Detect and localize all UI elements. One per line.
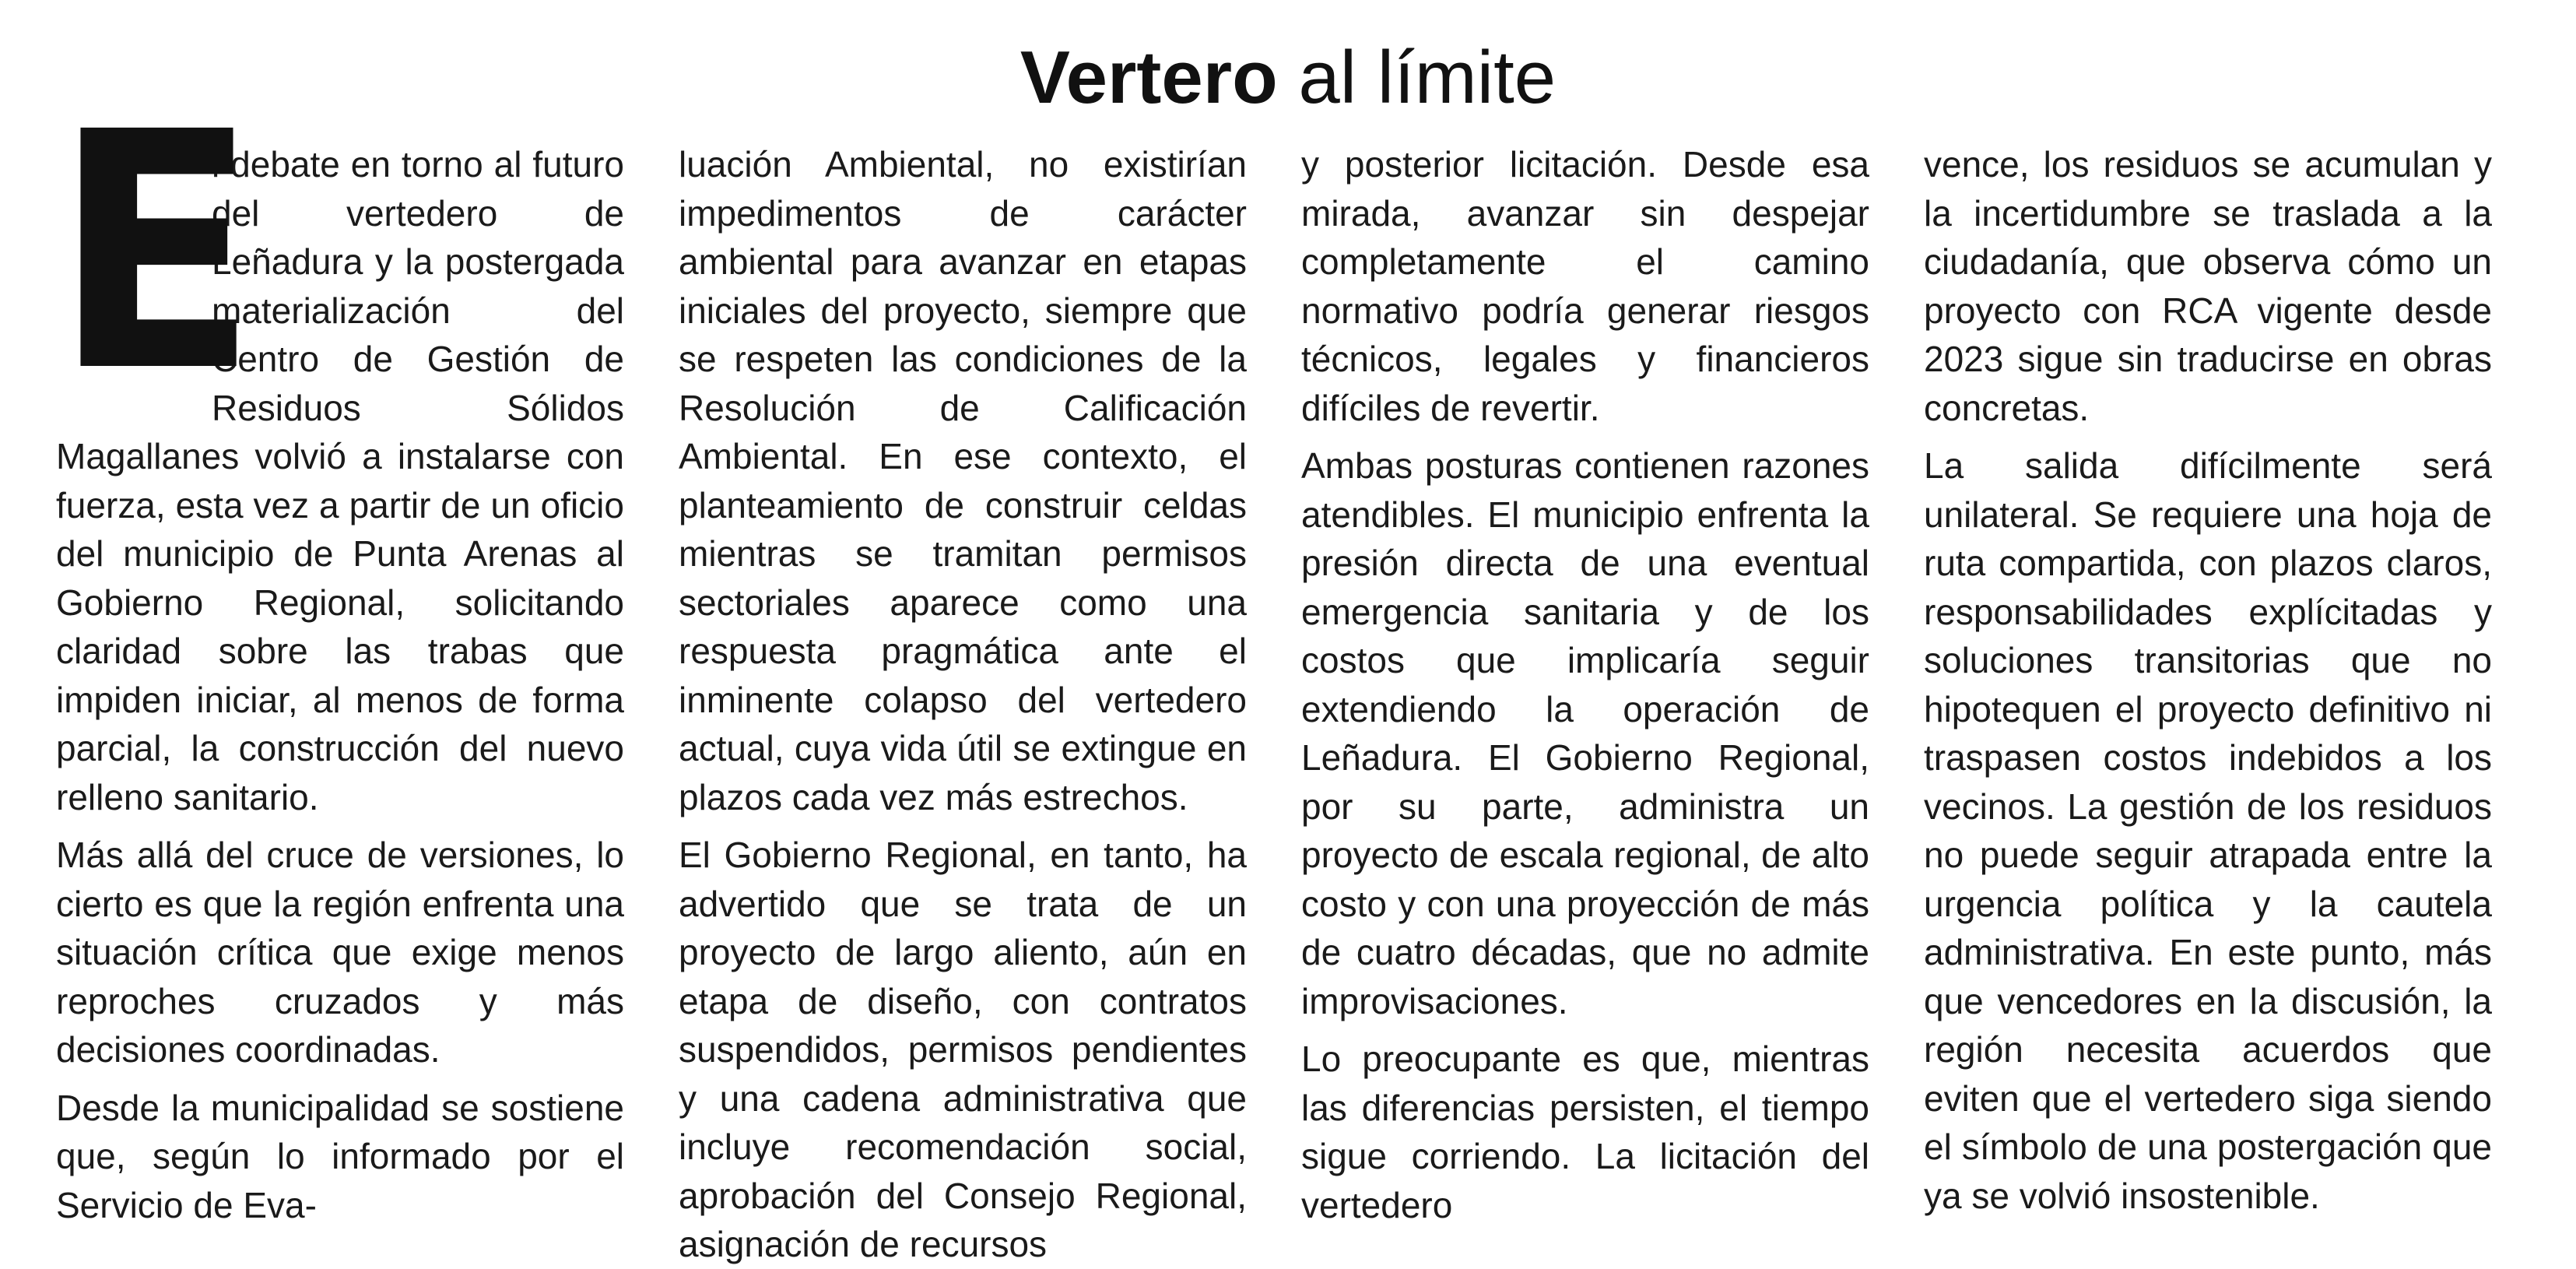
- paragraph: El Gobierno Regional, en tanto, ha advertido que se trata de un proyecto de largo aliento, aún en etapa de diseño, con contratos suspendidos, permisos pendientes y una cadena administrativa que incluye recomendación social, aprobación del Consejo Regional, asignación de recursos: [679, 835, 1247, 1264]
- paragraph: l debate en torno al futuro del vertedero de Leñadura y la postergada materialización del Centro de Gestión de Residuos Sólidos Magallanes volvió a instalarse con fuerza, esta vez a partir de un oficio del municipio de Punta Arenas al Gobierno Regional, solicitando claridad sobre las trabas que impiden iniciar, al menos de forma parcial, la construcción del nuevo relleno sanitario.: [56, 144, 624, 817]
- paragraph: La salida difícilmente será unilateral. Se requiere una hoja de ruta compartida, con plazos claros, responsabilidades explícitadas y soluciones transitorias que no hipotequen el proyecto definitivo ni traspasen costos indebidos a los vecinos. La gestión de los residuos no puede seguir atrapada entre la urgencia política y la cautela administrativa. En este punto, más que vencedores en la discusión, la región necesita acuerdos que eviten que el vertedero siga siendo el símbolo de una postergación que ya se volvió insostenible.: [1924, 445, 2492, 1216]
- paragraph: luación Ambiental, no existirían impedimentos de carácter ambiental para avanzar en etapas iniciales del proyecto, siempre que se respeten las condiciones de la Resolución de Calificación Ambiental. En ese contexto, el planteamiento de construir celdas mientras se tramitan permisos sectoriales aparece como una respuesta pragmática ante el inminente colapso del vertedero actual, cuya vida útil se extingue en plazos cada vez más estrechos.: [679, 144, 1247, 817]
- article-headline: [0, 31, 2576, 125]
- article-column-4: [1924, 140, 2492, 1216]
- article-column-1: [53, 63, 624, 1225]
- paragraph: vence, los residuos se acumulan y la incertidumbre se traslada a la ciudadanía, que observa cómo un proyecto con RCA vigente desde 2023 sigue sin traducirse en obras concretas.: [1924, 144, 2492, 428]
- headline-rest: al límite: [1298, 36, 1556, 119]
- headline-bold-word: Vertero: [1020, 36, 1278, 119]
- paragraph: Más allá del cruce de versiones, lo cierto es que la región enfrenta una situación crítica que exige menos reproches cruzados y más decisiones coordinadas.: [56, 835, 624, 1070]
- paragraph: Ambas posturas contienen razones atendibles. El municipio enfrenta la presión directa de una eventual emergencia sanitaria y de los costos que implicaría seguir extendiendo la operación de Leñadura. El Gobierno Regional, por su parte, administra un proyecto de escala regional, de alto costo y con una proyección de más de cuatro décadas, que no admite improvisaciones.: [1301, 445, 1869, 1021]
- paragraph: Lo preocupante es que, mientras las diferencias persisten, el tiempo sigue corriendo. La licitación del vertedero: [1301, 1039, 1869, 1225]
- paragraph: Desde la municipalidad se sostiene que, según lo informado por el Servicio de Eva-: [56, 1087, 624, 1225]
- paragraph: y posterior licitación. Desde esa mirada, avanzar sin despejar completamente el camino normativo podría generar riesgos técnicos, legales y financieros difíciles de revertir.: [1301, 144, 1869, 428]
- article-column-2: [679, 140, 1247, 1264]
- drop-cap-letter: E: [53, 63, 258, 444]
- article-column-3: [1301, 140, 1869, 1225]
- drop-cap: [53, 63, 258, 444]
